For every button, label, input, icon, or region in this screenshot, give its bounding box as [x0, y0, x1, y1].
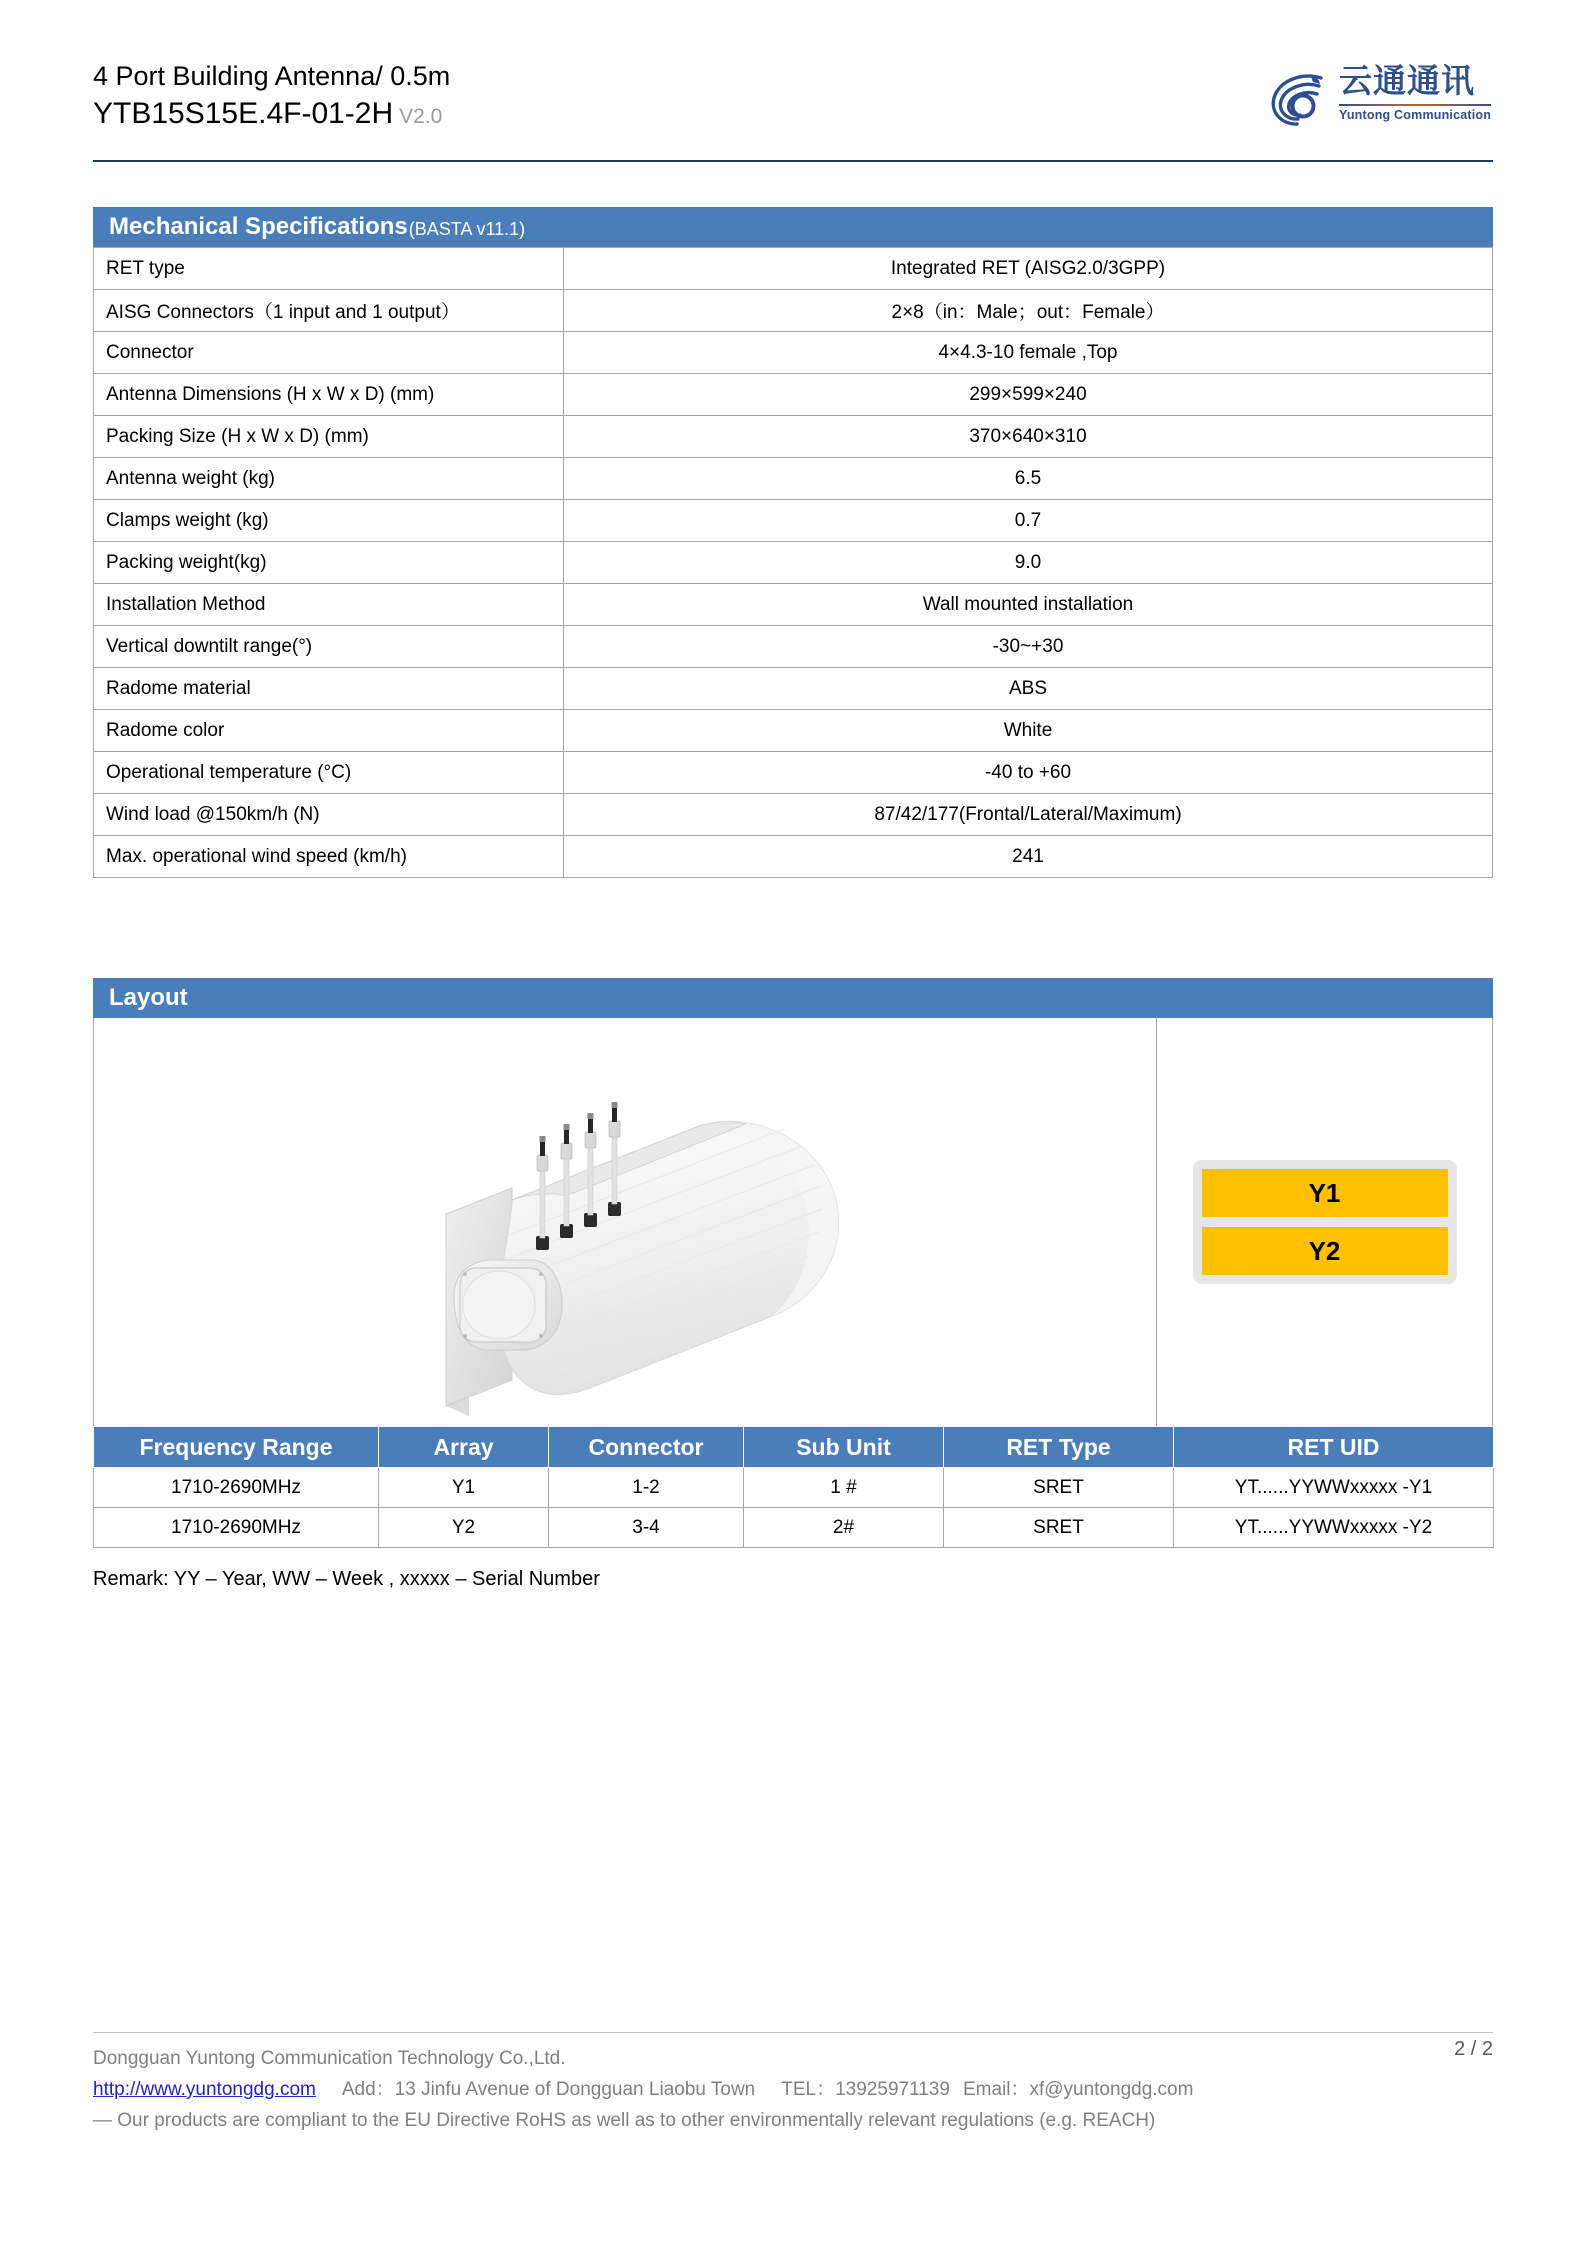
spec-label: AISG Connectors（1 input and 1 output）: [94, 290, 564, 332]
spec-label: Installation Method: [94, 584, 564, 626]
cell-ret-uid: YT......YYWWxxxxx -Y1: [1174, 1468, 1494, 1508]
mechanical-specifications-section: [93, 207, 1493, 878]
footer-contact-line: [93, 2074, 1493, 2105]
table-row: [94, 332, 1493, 374]
company-website-link[interactable]: http://www.yuntongdg.com: [93, 2079, 316, 2100]
layout-body: [93, 1018, 1493, 1426]
spec-label: Antenna Dimensions (H x W x D) (mm): [94, 374, 564, 416]
cell-connector: 1-2: [549, 1468, 744, 1508]
column-header-array: Array: [379, 1427, 549, 1468]
column-header-sub-unit: Sub Unit: [744, 1427, 944, 1468]
cell-frequency-range: 1710-2690MHz: [94, 1468, 379, 1508]
tel-value: 13925971139: [835, 2079, 950, 2100]
column-header-frequency-range: Frequency Range: [94, 1427, 379, 1468]
document-footer: [93, 2032, 1493, 2136]
spec-value: -30~+30: [564, 626, 1493, 668]
spec-label: Connector: [94, 332, 564, 374]
table-row: [94, 542, 1493, 584]
spec-label: Operational temperature (°C): [94, 752, 564, 794]
column-header-connector: Connector: [549, 1427, 744, 1468]
spec-value: 4×4.3-10 female ,Top: [564, 332, 1493, 374]
layout-section-header: [93, 978, 1493, 1018]
email-value: xf@yuntongdg.com: [1029, 2079, 1194, 2100]
table-row: [94, 458, 1493, 500]
mechanical-section-title: Mechanical Specifications: [109, 213, 408, 240]
product-model-line: [93, 94, 450, 137]
spec-value: 0.7: [564, 500, 1493, 542]
footer-company: Dongguan Yuntong Communication Technology Co.,Ltd.: [93, 2048, 566, 2069]
spec-label: Radome material: [94, 668, 564, 710]
spec-label: Antenna weight (kg): [94, 458, 564, 500]
spec-value: 2×8（in：Male；out：Female）: [564, 290, 1493, 332]
antenna-product-image: [394, 1028, 954, 1418]
cell-array: Y1: [379, 1468, 549, 1508]
product-title: 4 Port Building Antenna/ 0.5m: [93, 61, 451, 91]
table-row: [94, 626, 1493, 668]
logo-english-text: Yuntong Communication: [1339, 108, 1492, 122]
cell-sub-unit: 2#: [744, 1508, 944, 1548]
ret-table-header-row: [94, 1427, 1494, 1468]
cell-array: Y2: [379, 1508, 549, 1548]
spec-value: 241: [564, 836, 1493, 878]
header-divider: [93, 160, 1493, 162]
cell-ret-type: SRET: [944, 1468, 1174, 1508]
table-row: [94, 374, 1493, 416]
spec-label: Radome color: [94, 710, 564, 752]
table-row: [94, 1508, 1494, 1548]
footer-compliance: — Our products are compliant to the EU Directive RoHS as well as to other environmentally relevant regulations (e.g. REACH): [93, 2110, 1156, 2131]
address-label: Add：: [341, 2079, 395, 2100]
mechanical-section-header: [93, 207, 1493, 247]
cell-sub-unit: 1 #: [744, 1468, 944, 1508]
array-bar-y1: Y1: [1202, 1169, 1448, 1217]
array-bar-y2: Y2: [1202, 1227, 1448, 1275]
logo-divider: [1339, 104, 1491, 106]
table-row: [94, 1468, 1494, 1508]
remark-text: Remark: YY – Year, WW – Week , xxxxx – Serial Number: [93, 1568, 600, 1590]
footer-divider: [93, 2032, 1493, 2033]
spec-value: White: [564, 710, 1493, 752]
spec-value: 299×599×240: [564, 374, 1493, 416]
layout-section: [93, 978, 1493, 1548]
document-header: [93, 58, 1493, 154]
title-block: [93, 58, 450, 137]
array-diagram-cell: [1157, 1018, 1492, 1426]
page-number: 2 / 2: [1454, 2038, 1493, 2060]
table-row: [94, 584, 1493, 626]
cell-ret-type: SRET: [944, 1508, 1174, 1548]
spec-label: Wind load @150km/h (N): [94, 794, 564, 836]
array-diagram: [1193, 1160, 1457, 1284]
spec-value: Wall mounted installation: [564, 584, 1493, 626]
spec-value: Integrated RET (AISG2.0/3GPP): [564, 248, 1493, 290]
spec-label: RET type: [94, 248, 564, 290]
spec-label: Clamps weight (kg): [94, 500, 564, 542]
table-row: [94, 290, 1493, 332]
tel-label: TEL：: [781, 2079, 836, 2100]
table-row: [94, 668, 1493, 710]
email-label: Email：: [962, 2079, 1030, 2100]
cell-ret-uid: YT......YYWWxxxxx -Y2: [1174, 1508, 1494, 1548]
yuntong-swirl-icon: [1263, 62, 1333, 132]
mechanical-specifications-table: [93, 247, 1493, 878]
spec-label: Vertical downtilt range(°): [94, 626, 564, 668]
table-row: [94, 794, 1493, 836]
table-row: [94, 416, 1493, 458]
spec-value: ABS: [564, 668, 1493, 710]
ret-configuration-table: [93, 1426, 1494, 1548]
document-version: V2.0: [399, 105, 443, 128]
logo-chinese-text: 云通通讯: [1339, 62, 1475, 99]
product-model: YTB15S15E.4F-01-2H: [93, 97, 394, 130]
mechanical-section-subtitle: (BASTA v11.1): [408, 219, 526, 239]
cell-connector: 3-4: [549, 1508, 744, 1548]
table-row: [94, 836, 1493, 878]
spec-value: 6.5: [564, 458, 1493, 500]
spec-label: Max. operational wind speed (km/h): [94, 836, 564, 878]
spec-value: 9.0: [564, 542, 1493, 584]
cell-frequency-range: 1710-2690MHz: [94, 1508, 379, 1548]
table-row: [94, 752, 1493, 794]
spec-label: Packing Size (H x W x D) (mm): [94, 416, 564, 458]
table-row: [94, 248, 1493, 290]
layout-section-title: Layout: [109, 984, 188, 1011]
spec-value: 370×640×310: [564, 416, 1493, 458]
spec-label: Packing weight(kg): [94, 542, 564, 584]
address-value: 13 Jinfu Avenue of Dongguan Liaobu Town: [394, 2079, 756, 2100]
spec-value: -40 to +60: [564, 752, 1493, 794]
table-row: [94, 500, 1493, 542]
antenna-image-cell: [94, 1018, 1157, 1426]
column-header-ret-uid: RET UID: [1174, 1427, 1494, 1468]
spec-value: 87/42/177(Frontal/Lateral/Maximum): [564, 794, 1493, 836]
company-logo: [1263, 56, 1493, 138]
column-header-ret-type: RET Type: [944, 1427, 1174, 1468]
table-row: [94, 710, 1493, 752]
